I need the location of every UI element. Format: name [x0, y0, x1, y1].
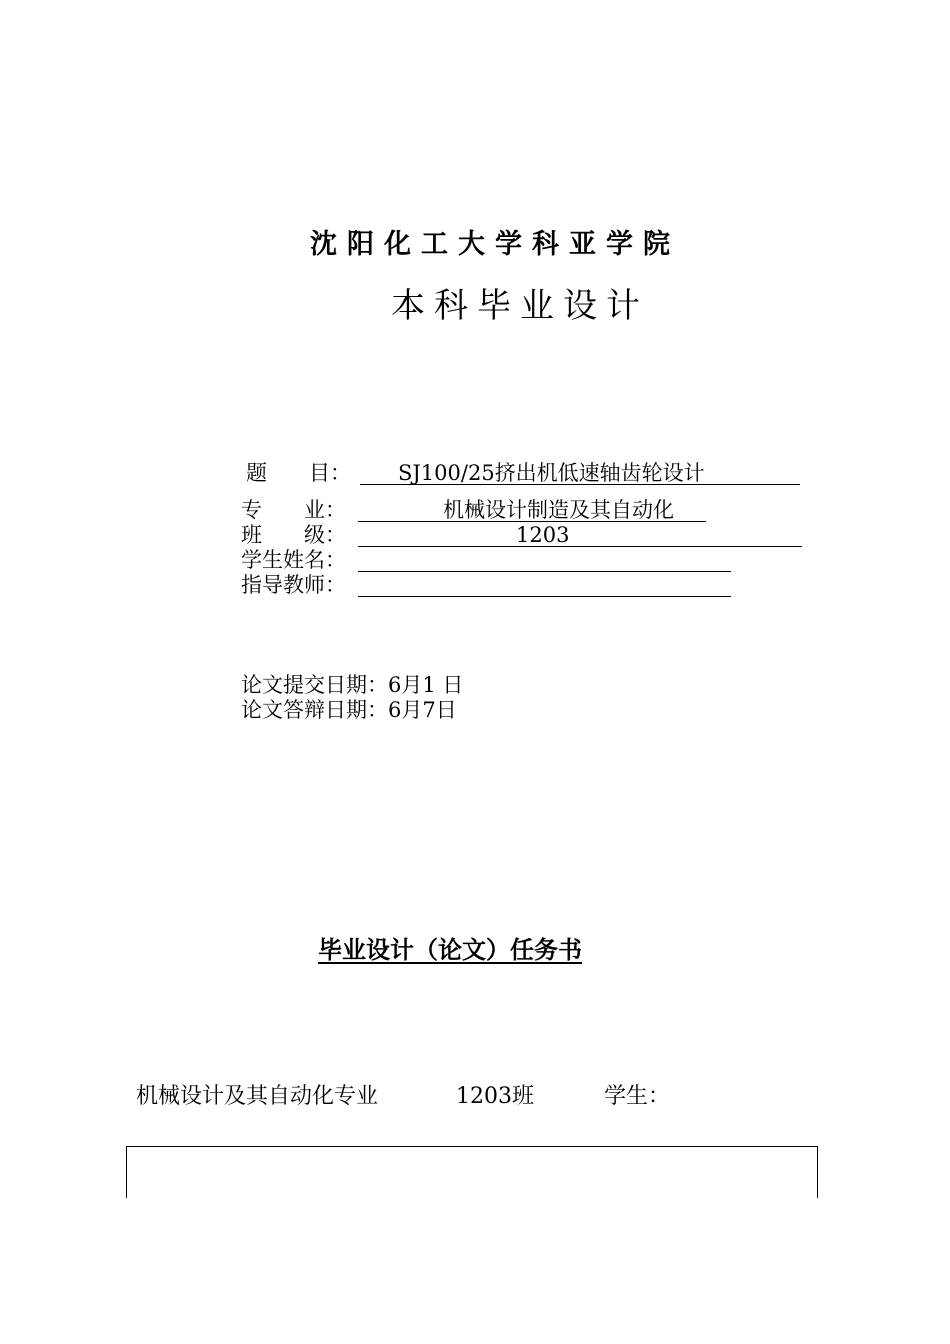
major-field — [358, 498, 706, 522]
task-major: 机械设计及其自动化专业 — [136, 1084, 379, 1109]
school-name: 沈阳化工大学科亚学院 — [310, 229, 680, 260]
major-value: 机械设计制造及其自动化 — [443, 498, 674, 522]
topic-value: SJ100/25挤出机低速轴齿轮设计 — [398, 461, 705, 485]
task-content-box — [126, 1146, 818, 1198]
class-field — [358, 523, 802, 547]
student-name-label: 学生姓名： — [241, 548, 346, 572]
task-class: 1203班 — [456, 1084, 534, 1109]
topic-label: 题 目： — [246, 461, 351, 485]
advisor-field — [358, 573, 731, 597]
task-book-title: 毕业设计（论文）任务书 — [318, 936, 582, 964]
student-name-field — [358, 548, 731, 572]
submission-date: 论文提交日期：6月1 日 — [241, 673, 464, 697]
topic-field — [360, 461, 800, 485]
major-label: 专 业： — [241, 498, 346, 522]
class-label: 班 级： — [241, 523, 346, 547]
task-student-label: 学生： — [604, 1084, 671, 1109]
class-value: 1203 — [516, 523, 570, 547]
advisor-label: 指导教师： — [241, 573, 346, 597]
defense-date: 论文答辩日期：6月7日 — [241, 698, 457, 722]
document-type-title: 本科毕业设计 — [391, 286, 649, 326]
